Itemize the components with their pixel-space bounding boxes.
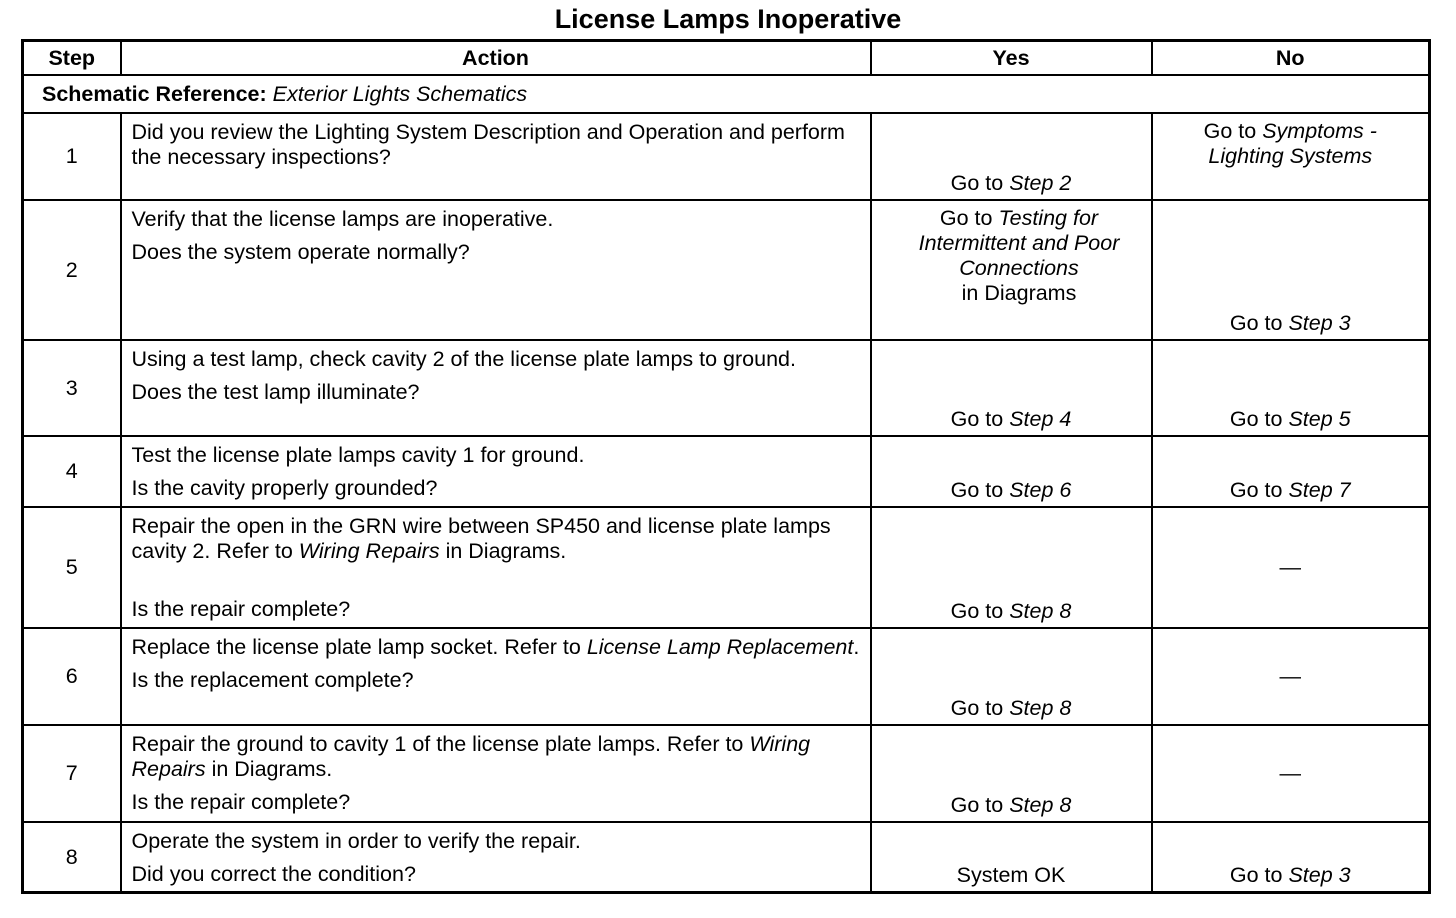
goto-text: Go to bbox=[1229, 311, 1289, 335]
schematic-reference-link[interactable]: Exterior Lights Schematics bbox=[272, 81, 528, 106]
action-cell bbox=[121, 628, 871, 725]
table-row bbox=[23, 822, 1430, 893]
yes-link[interactable]: Step 8 bbox=[1009, 696, 1072, 720]
step-number: 4 bbox=[23, 436, 121, 507]
yes-cell bbox=[871, 507, 1152, 628]
table-row bbox=[23, 113, 1430, 200]
header-no: No bbox=[1152, 41, 1430, 76]
table-row bbox=[23, 507, 1430, 628]
action-text: Verify that the license lamps are inoperative. bbox=[131, 207, 554, 231]
step-number: 5 bbox=[23, 507, 121, 628]
goto-text: Go to bbox=[1229, 863, 1289, 887]
no-cell bbox=[1152, 822, 1430, 893]
yes-cell bbox=[871, 822, 1152, 893]
license-lamp-replacement-link[interactable]: License Lamp Replacement bbox=[586, 635, 854, 659]
yes-cell bbox=[871, 200, 1152, 340]
no-link[interactable]: Step 5 bbox=[1288, 407, 1351, 431]
page-title: License Lamps Inoperative bbox=[554, 4, 902, 34]
step-number: 8 bbox=[23, 822, 121, 893]
in-diagrams-text: in Diagrams. bbox=[439, 539, 567, 563]
yes-link[interactable]: Step 8 bbox=[1009, 793, 1072, 817]
no-link[interactable]: Step 3 bbox=[1288, 311, 1351, 335]
yes-cell bbox=[871, 113, 1152, 200]
action-text bbox=[132, 635, 862, 660]
goto-text: Go to bbox=[950, 599, 1010, 623]
action-question: Did you correct the condition? bbox=[131, 862, 416, 886]
table-row bbox=[23, 340, 1430, 436]
goto-text: Go to bbox=[950, 793, 1010, 817]
yes-link[interactable]: Step 8 bbox=[1009, 599, 1072, 623]
table-row bbox=[23, 628, 1430, 725]
yes-cell bbox=[871, 628, 1152, 725]
no-cell bbox=[1152, 507, 1430, 628]
header-yes: Yes bbox=[871, 41, 1152, 76]
action-question: Is the cavity properly grounded? bbox=[131, 476, 438, 500]
step-number: 3 bbox=[23, 340, 121, 436]
yes-link[interactable]: Testing for Intermittent and Poor Connections bbox=[918, 206, 1120, 280]
no-cell bbox=[1152, 340, 1430, 436]
yes-cell bbox=[871, 340, 1152, 436]
goto-text: Go to bbox=[1203, 119, 1263, 143]
yes-link[interactable]: Step 6 bbox=[1009, 478, 1072, 502]
no-link[interactable]: Symptoms - bbox=[1262, 119, 1377, 143]
action-cell bbox=[121, 340, 871, 436]
diagnostic-table bbox=[21, 39, 1431, 894]
no-cell bbox=[1152, 436, 1430, 507]
no-link[interactable]: Lighting Systems bbox=[1208, 144, 1373, 168]
wiring-repairs-link[interactable]: Wiring Repairs bbox=[131, 732, 811, 781]
goto-text: Go to bbox=[950, 407, 1010, 431]
schematic-reference bbox=[23, 75, 1430, 113]
action-text-end: . bbox=[853, 635, 860, 659]
action-text bbox=[132, 514, 862, 564]
yes-cell bbox=[871, 436, 1152, 507]
goto-text: Go to bbox=[1229, 478, 1289, 502]
no-cell bbox=[1152, 113, 1430, 200]
goto-text: Go to bbox=[939, 206, 999, 230]
no-dash: — bbox=[1279, 664, 1301, 688]
system-ok-text: System OK bbox=[956, 863, 1066, 887]
action-question: Does the test lamp illuminate? bbox=[131, 380, 420, 404]
action-cell bbox=[121, 113, 871, 200]
table-row bbox=[23, 200, 1430, 340]
goto-text: Go to bbox=[950, 478, 1010, 502]
header-step: Step bbox=[23, 41, 121, 76]
no-cell bbox=[1152, 725, 1430, 822]
table-row bbox=[23, 725, 1430, 822]
action-text bbox=[132, 732, 862, 782]
in-diagrams-text: in Diagrams. bbox=[205, 757, 333, 781]
wiring-repairs-link[interactable]: Wiring Repairs bbox=[298, 539, 440, 563]
action-question: Does the system operate normally? bbox=[131, 240, 470, 264]
action-cell bbox=[121, 725, 871, 822]
action-cell bbox=[121, 507, 871, 628]
no-dash: — bbox=[1279, 555, 1301, 579]
goto-text: Go to bbox=[950, 171, 1010, 195]
schematic-reference-label: Schematic Reference: bbox=[42, 81, 267, 106]
goto-text: Go to bbox=[950, 696, 1010, 720]
header-action: Action bbox=[121, 41, 871, 76]
action-question: Is the replacement complete? bbox=[131, 668, 414, 692]
action-text: Did you review the Lighting System Description and Operation and perform the necessary inspections? bbox=[131, 120, 845, 169]
yes-link[interactable]: Step 4 bbox=[1009, 407, 1072, 431]
action-question: Is the repair complete? bbox=[131, 597, 351, 621]
action-cell bbox=[121, 436, 871, 507]
action-text: Operate the system in order to verify the repair. bbox=[131, 829, 581, 853]
step-number: 7 bbox=[23, 725, 121, 822]
goto-text: Go to bbox=[1229, 407, 1289, 431]
schematic-reference-row bbox=[23, 75, 1430, 113]
action-cell bbox=[121, 822, 871, 893]
no-dash: — bbox=[1279, 761, 1301, 785]
yes-cell bbox=[871, 725, 1152, 822]
table-row bbox=[23, 436, 1430, 507]
action-text: Using a test lamp, check cavity 2 of the license plate lamps to ground. bbox=[131, 347, 796, 371]
table-header-row bbox=[23, 41, 1430, 76]
yes-suffix: in Diagrams bbox=[961, 281, 1077, 305]
no-link[interactable]: Step 3 bbox=[1288, 863, 1351, 887]
step-number: 2 bbox=[23, 200, 121, 340]
step-number: 1 bbox=[23, 113, 121, 200]
yes-link[interactable]: Step 2 bbox=[1009, 171, 1072, 195]
no-cell bbox=[1152, 200, 1430, 340]
action-text-part: Repair the ground to cavity 1 of the license plate lamps. Refer to bbox=[131, 732, 750, 756]
action-text-part: Repair the open in the GRN wire between SP450 and license plate lamps cavity 2. Refer to bbox=[131, 514, 831, 563]
action-question: Is the repair complete? bbox=[131, 790, 351, 814]
no-link[interactable]: Step 7 bbox=[1288, 478, 1351, 502]
no-cell bbox=[1152, 628, 1430, 725]
action-text-part: Replace the license plate lamp socket. Refer to bbox=[131, 635, 587, 659]
action-cell bbox=[121, 200, 871, 340]
action-text: Test the license plate lamps cavity 1 for ground. bbox=[131, 443, 585, 467]
step-number: 6 bbox=[23, 628, 121, 725]
